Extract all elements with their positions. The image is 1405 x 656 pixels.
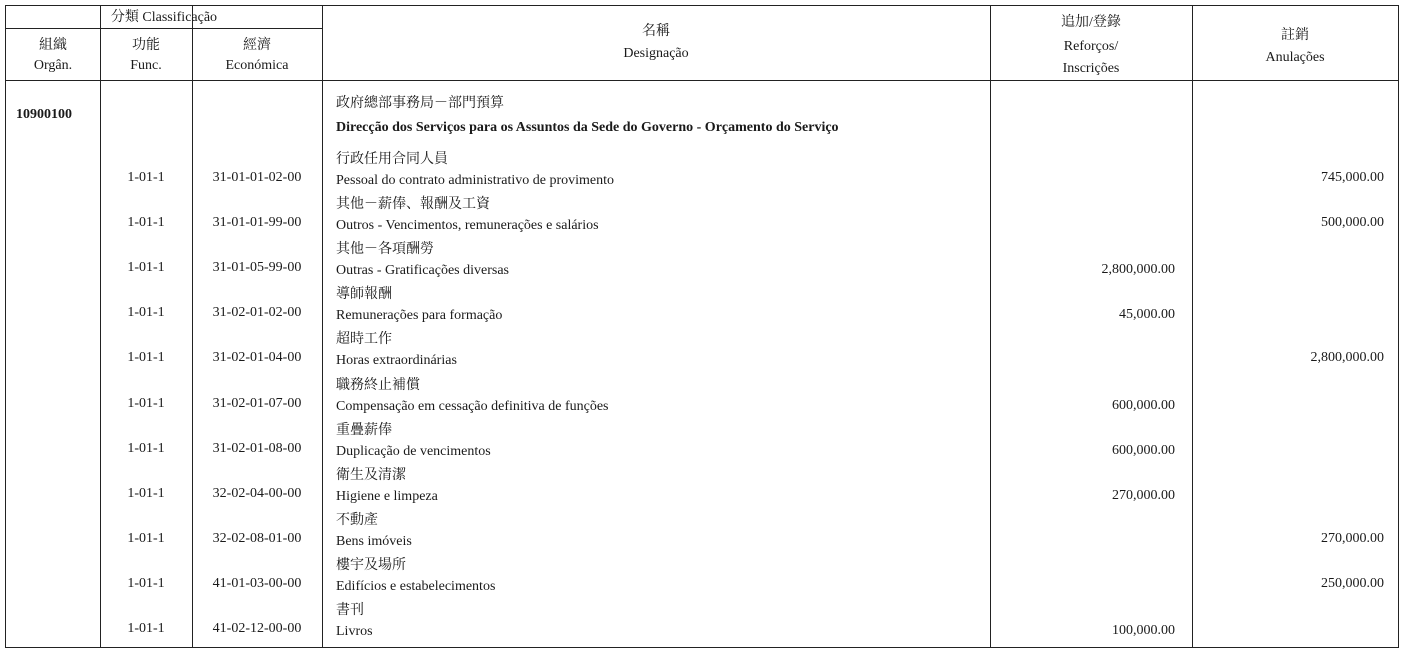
anulacao-amount: 270,000.00 [1321,531,1384,546]
econ-code: 31-01-01-99-00 [212,215,302,230]
econ-code: 31-02-01-08-00 [212,441,302,456]
func-code: 1-01-1 [127,215,165,230]
header-econ-pt: Económica [225,58,289,73]
reforco-amount: 600,000.00 [1112,398,1175,413]
header-anl-pt: Anulações [1265,50,1325,65]
table-row [6,197,1400,243]
econ-code: 31-02-01-07-00 [212,396,302,411]
table-row [6,332,1400,378]
func-code: 1-01-1 [127,396,165,411]
reforco-amount: 270,000.00 [1112,488,1175,503]
designation-pt: Duplicação de vencimentos [336,444,491,459]
designation-zh: 其他－薪俸、報酬及工資 [336,197,490,212]
designation-zh: 其他－各項酬勞 [336,242,434,257]
func-code: 1-01-1 [127,486,165,501]
func-code: 1-01-1 [127,576,165,591]
header-func-pt: Func. [130,58,162,73]
table-row [6,423,1400,469]
designation-zh: 行政任用合同人員 [336,152,448,167]
designation-pt: Bens imóveis [336,534,412,549]
econ-code: 31-01-05-99-00 [212,260,302,275]
econ-code: 31-02-01-02-00 [212,305,302,320]
header-econ-zh: 經濟 [243,38,271,53]
designation-pt: Outros - Vencimentos, remunerações e salários [336,218,599,233]
func-code: 1-01-1 [127,305,165,320]
designation-pt: Remunerações para formação [336,308,503,323]
organ-title-zh: 政府總部事務局－部門預算 [336,96,504,111]
designation-zh: 書刊 [336,603,364,618]
header-anl-zh: 註銷 [1281,28,1309,43]
classification-underline [6,28,322,29]
econ-code: 32-02-08-01-00 [212,531,302,546]
econ-code: 31-02-01-04-00 [212,350,302,365]
table-row [6,468,1400,514]
econ-code: 41-01-03-00-00 [212,576,302,591]
designation-zh: 樓宇及場所 [336,558,406,573]
econ-code: 41-02-12-00-00 [212,621,302,636]
func-code: 1-01-1 [127,441,165,456]
func-code: 1-01-1 [127,531,165,546]
designation-pt: Outras - Gratificações diversas [336,263,509,278]
organ-title-pt: Direcção dos Serviços para os Assuntos da Sede do Governo - Orçamento do Serviço [336,120,839,135]
designation-zh: 衛生及清潔 [336,468,406,483]
reforco-amount: 600,000.00 [1112,443,1175,458]
designation-zh: 導師報酬 [336,287,392,302]
header-organ-zh: 組織 [39,38,67,53]
designation-pt: Compensação em cessação definitiva de funções [336,399,609,414]
designation-pt: Livros [336,624,373,639]
table-row [6,558,1400,604]
table-row [6,242,1400,288]
func-code: 1-01-1 [127,350,165,365]
anulacao-amount: 500,000.00 [1321,215,1384,230]
organ-code: 10900100 [16,107,72,122]
table-row [6,378,1400,424]
designation-pt: Higiene e limpeza [336,489,438,504]
econ-code: 31-01-01-02-00 [212,170,302,185]
reforco-amount: 45,000.00 [1119,307,1175,322]
designation-zh: 不動產 [336,513,378,528]
econ-code: 32-02-04-00-00 [212,486,302,501]
func-code: 1-01-1 [127,260,165,275]
reforco-amount: 100,000.00 [1112,623,1175,638]
designation-pt: Pessoal do contrato administrativo de provimento [336,173,615,188]
anulacao-amount: 2,800,000.00 [1310,350,1384,365]
table-row [6,152,1400,198]
table-row [6,603,1400,649]
designation-zh: 超時工作 [336,332,392,347]
designation-pt: Edifícios e estabelecimentos [336,579,496,594]
budget-table [5,5,1399,648]
anulacao-amount: 250,000.00 [1321,576,1384,591]
header-ref-zh: 追加/登錄 [1061,15,1121,30]
func-code: 1-01-1 [127,621,165,636]
header-classification: 分類 Classificação [110,10,218,25]
header-organ-pt: Orgân. [33,58,73,73]
anulacao-amount: 745,000.00 [1321,170,1384,185]
func-code: 1-01-1 [127,170,165,185]
header-ref-pt1: Reforços/ [1063,39,1119,54]
designation-pt: Horas extraordinárias [336,353,457,368]
header-ref-pt2: Inscrições [1062,61,1120,76]
reforco-amount: 2,800,000.00 [1101,262,1175,277]
header-bottom-line [6,80,1398,81]
header-desig-zh: 名稱 [642,24,670,39]
designation-zh: 重疊薪俸 [336,423,392,438]
table-row [6,287,1400,333]
table-row [6,513,1400,559]
header-func-zh: 功能 [132,38,160,53]
designation-zh: 職務終止補償 [336,378,420,393]
header-desig-pt: Designação [623,46,689,61]
